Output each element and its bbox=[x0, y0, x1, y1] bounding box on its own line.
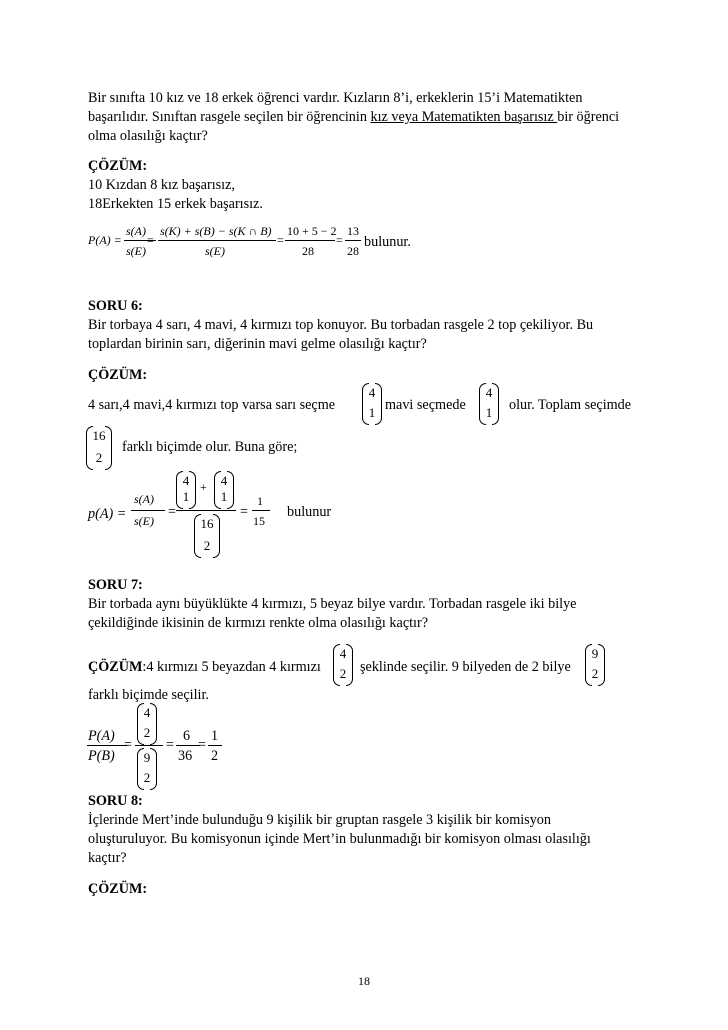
solution-6-text-2: mavi seçmede bbox=[385, 397, 466, 413]
solution-6-text-4: farklı biçimde olur. Buna göre; bbox=[122, 439, 298, 455]
formula-2-lhs: p(A) = bbox=[88, 506, 127, 522]
binomial-top: 4 bbox=[143, 705, 151, 720]
solution-7-text-1 bbox=[88, 658, 321, 677]
question-8-heading: SORU 8: bbox=[88, 793, 143, 809]
question-8-line-3: kaçtır? bbox=[88, 850, 127, 866]
binomial-bottom: 1 bbox=[220, 489, 228, 504]
intro-line-2a: başarılıdır. Sınıftan rasgele seçilen bir öğrencinin bbox=[88, 109, 371, 125]
binomial-16-2-b bbox=[194, 514, 220, 556]
intro-line-3: olma olasılığı kaçtır? bbox=[88, 128, 208, 144]
solution-6-heading: ÇÖZÜM: bbox=[88, 367, 148, 383]
formula-2-plus: + bbox=[200, 480, 207, 494]
formula-3-eq3: = bbox=[198, 737, 207, 753]
question-6-line-2: toplardan birinin sarı, diğerinin mavi gelme olasılığı kaçtır? bbox=[88, 336, 427, 352]
formula-1-tail: bulunur. bbox=[364, 234, 411, 250]
question-8-line-1: İçlerinde Mert’inde bulunduğu 9 kişilik bir gruptan rasgele 3 kişilik bir komisyon bbox=[88, 812, 551, 828]
solution-6-text-1: 4 sarı,4 mavi,4 kırmızı top varsa sarı seçme bbox=[88, 397, 336, 413]
formula-3-den0: P(B) bbox=[88, 748, 115, 764]
formula-1-eq2: = bbox=[277, 233, 284, 247]
binomial-bottom: 2 bbox=[591, 666, 599, 681]
binomial-9-2 bbox=[585, 644, 605, 684]
binomial-top: 9 bbox=[591, 646, 599, 661]
binomial-top: 9 bbox=[143, 750, 151, 765]
solution-7-heading: ÇÖZÜM bbox=[88, 659, 143, 675]
solution-7-text-1a: :4 kırmızı 5 beyazdan 4 kırmızı bbox=[142, 659, 321, 675]
binomial-bottom: 1 bbox=[485, 405, 493, 420]
formula-1-eq3: = bbox=[336, 233, 343, 247]
formula-1-den2: s(E) bbox=[205, 244, 225, 258]
binomial-16-2 bbox=[86, 426, 112, 468]
binomial-top: 4 bbox=[485, 385, 493, 400]
page-number: 18 bbox=[358, 974, 370, 988]
solution-6-text-3: olur. Toplam seçimde bbox=[509, 397, 632, 413]
formula-3-den2: 36 bbox=[178, 748, 193, 764]
question-6-line-1: Bir torbaya 4 sarı, 4 mavi, 4 kırmızı top konuyor. Bu torbadan rasgele 2 top çekiliyor. Bu bbox=[88, 317, 594, 333]
formula-2-tail: bulunur bbox=[287, 504, 332, 520]
formula-2-den1: s(E) bbox=[134, 514, 154, 528]
solution-heading: ÇÖZÜM: bbox=[88, 158, 148, 174]
formula-1-num3: 10 + 5 − 2 bbox=[287, 224, 337, 238]
question-6-heading: SORU 6: bbox=[88, 298, 143, 314]
question-7-line-2: çekildiğinde ikisinin de kırmızı renkte olma olasılığı kaçtır? bbox=[88, 615, 429, 631]
formula-3-num0: P(A) bbox=[88, 728, 115, 744]
formula-1-num1: s(A) bbox=[126, 224, 146, 238]
question-7-line-1: Bir torbada aynı büyüklükte 4 kırmızı, 5 beyaz bilye vardır. Torbadan rasgele iki bilye bbox=[88, 596, 577, 612]
formula-1-den4: 28 bbox=[347, 244, 359, 258]
binomial-top: 4 bbox=[220, 473, 228, 488]
binomial-4-1-b bbox=[479, 383, 499, 423]
formula-2-num1: s(A) bbox=[134, 492, 154, 506]
formula-1-lhs: P(A) = bbox=[88, 233, 122, 247]
formula-2-eq1: = bbox=[168, 504, 177, 520]
formula-1-num4: 13 bbox=[347, 224, 359, 238]
formula-3-num2: 6 bbox=[183, 728, 191, 744]
question-8-line-2: oluşturuluyor. Bu komisyonun içinde Mert’in bulunmadığı bir komisyon olması olasılığı bbox=[88, 831, 591, 847]
solution-8-heading: ÇÖZÜM: bbox=[88, 881, 148, 897]
binomial-4-1-a bbox=[362, 383, 382, 423]
formula-1-den3: 28 bbox=[302, 244, 314, 258]
formula-3-num3: 1 bbox=[211, 728, 219, 744]
binomial-bottom: 2 bbox=[339, 666, 347, 681]
binomial-bottom: 2 bbox=[143, 770, 151, 785]
binomial-top: 16 bbox=[200, 516, 214, 531]
intro-line-2b: bir öğrenci bbox=[557, 109, 620, 125]
intro-line-1: Bir sınıfta 10 kız ve 18 erkek öğrenci vardır. Kızların 8’i, erkeklerin 15’i Matematikten bbox=[88, 90, 583, 106]
binomial-top: 16 bbox=[92, 428, 106, 443]
binomial-bottom: 1 bbox=[368, 405, 376, 420]
formula-1-num2: s(K) + s(B) − s(K ∩ B) bbox=[160, 224, 272, 238]
binomial-bottom: 1 bbox=[182, 489, 190, 504]
formula-2-eq2: = bbox=[240, 504, 249, 520]
solution-line-2: 18Erkekten 15 erkek başarısız. bbox=[88, 196, 263, 212]
binomial-4-1-c bbox=[176, 471, 196, 507]
formula-1-den1: s(E) bbox=[126, 244, 146, 258]
solution-7-text-3: farklı biçimde seçilir. bbox=[88, 687, 209, 703]
intro-underlined: kız veya Matematikten başarısız bbox=[370, 109, 558, 125]
question-7-heading: SORU 7: bbox=[88, 577, 143, 593]
binomial-top: 4 bbox=[182, 473, 190, 488]
binomial-bottom: 2 bbox=[203, 538, 211, 553]
binomial-bottom: 2 bbox=[143, 725, 151, 740]
binomial-9-2-b bbox=[137, 748, 157, 788]
formula-3-eq2: = bbox=[166, 737, 175, 753]
formula-3-eq1: = bbox=[124, 737, 133, 753]
binomial-bottom: 2 bbox=[95, 450, 103, 465]
intro-line-2 bbox=[88, 108, 619, 127]
formula-3-den3: 2 bbox=[211, 748, 219, 764]
solution-7-text-2: şeklinde seçilir. 9 bilyeden de 2 bilye bbox=[360, 659, 571, 675]
formula-2-num3: 1 bbox=[257, 494, 263, 508]
binomial-4-2 bbox=[333, 644, 353, 684]
binomial-top: 4 bbox=[339, 646, 347, 661]
formula-1-eq1: = bbox=[147, 233, 154, 247]
binomial-4-1-d bbox=[214, 471, 234, 507]
binomial-4-2-b bbox=[137, 703, 157, 743]
formula-2-den3: 15 bbox=[253, 514, 265, 528]
binomial-top: 4 bbox=[368, 385, 376, 400]
solution-line-1: 10 Kızdan 8 kız başarısız, bbox=[88, 177, 235, 193]
